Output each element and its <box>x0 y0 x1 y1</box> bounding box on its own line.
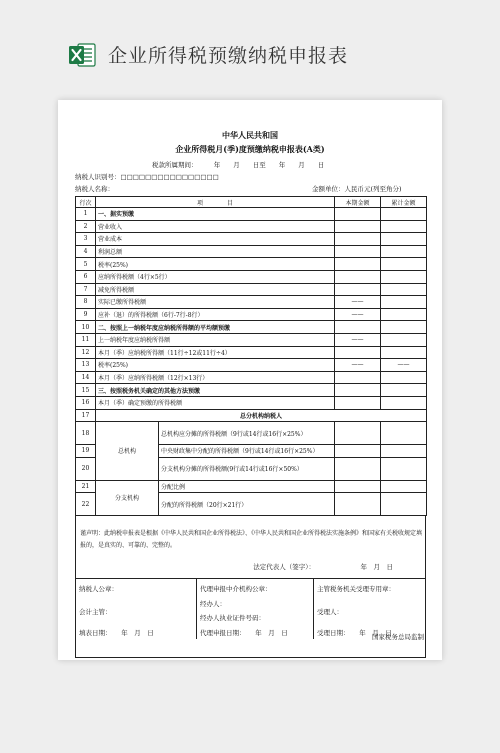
receiver: 受理人： <box>317 608 343 616</box>
hq-label: 总机构 <box>96 422 159 481</box>
current-amount-cell[interactable] <box>335 493 381 516</box>
table-row <box>76 208 427 221</box>
row-item: 中央财政集中分配的所得税额（9行或14行或16行×25%） <box>159 445 335 458</box>
table-row <box>76 409 427 422</box>
table-row <box>76 296 427 309</box>
row-item: 分配比例 <box>159 480 335 493</box>
row-item: 应纳所得税额（4行×5行） <box>96 270 335 283</box>
table-row <box>76 283 427 296</box>
row-item: 上一纳税年度应纳税所得额 <box>96 333 335 346</box>
fill-date: 填表日期： 年 月 日 <box>79 629 154 637</box>
current-amount-cell[interactable] <box>335 258 381 271</box>
current-amount-cell[interactable]: —— <box>335 333 381 346</box>
tax-authority-seal: 主管税务机关受理专用章： <box>317 585 395 593</box>
row-number: 16 <box>76 396 96 409</box>
row-number: 5 <box>76 258 96 271</box>
row-item: 实际已缴所得税额 <box>96 296 335 309</box>
row-number: 9 <box>76 308 96 321</box>
agent-license-no: 经办人执业证件号码： <box>200 614 265 622</box>
table-row <box>76 396 427 409</box>
row-item: 分支机构分摊的所得税额(9行或14行或16行×50%） <box>159 457 335 480</box>
row-item: 本月（季）应纳所得税额（12行×13行） <box>96 371 335 384</box>
cumulative-amount-cell[interactable] <box>381 457 427 480</box>
legal-rep-label: 法定代表人（签字）： <box>253 563 315 571</box>
row-number: 4 <box>76 245 96 258</box>
row-item: 税率(25%) <box>96 359 335 372</box>
taxpayer-id: 纳税人识别号：□□□□□□□□□□□□□□□□ <box>75 173 219 181</box>
agent-handler: 经办人： <box>200 600 226 608</box>
page-header <box>0 0 500 100</box>
cumulative-amount-cell[interactable] <box>381 396 427 409</box>
cumulative-amount-cell[interactable] <box>381 233 427 246</box>
row-number: 1 <box>76 208 96 221</box>
row-number: 22 <box>76 493 96 516</box>
cumulative-amount-cell[interactable] <box>381 480 427 493</box>
cumulative-amount-cell[interactable] <box>381 346 427 359</box>
cumulative-amount-cell[interactable] <box>381 208 427 221</box>
current-amount-cell[interactable] <box>335 422 381 445</box>
row-number: 20 <box>76 457 96 480</box>
table-row <box>76 359 427 372</box>
branch-label: 分支机构 <box>96 480 159 516</box>
current-amount-cell[interactable] <box>335 270 381 283</box>
current-amount-cell[interactable] <box>335 371 381 384</box>
accounting-supervisor: 会计主管： <box>79 608 112 616</box>
row-number: 13 <box>76 359 96 372</box>
cumulative-amount-cell[interactable] <box>381 384 427 397</box>
current-amount-cell[interactable]: —— <box>335 308 381 321</box>
declaration-text: 谨声明：此纳税申报表是根据《中华人民共和国企业所得税法》、《中华人民共和国企业所得税法实施条例》和国家有关税收规定填报的，是真实的、可靠的、完整的。 <box>80 530 423 549</box>
cumulative-amount-cell[interactable] <box>381 422 427 445</box>
current-amount-cell[interactable]: —— <box>335 296 381 309</box>
legal-rep-date: 年 月 日 <box>360 563 393 571</box>
tax-form-sheet <box>58 100 442 660</box>
current-amount-cell[interactable] <box>335 283 381 296</box>
current-amount-cell[interactable] <box>335 457 381 480</box>
receive-date: 受理日期： 年 月 日 <box>317 629 392 637</box>
current-amount-cell[interactable] <box>335 480 381 493</box>
current-amount-cell[interactable] <box>335 321 381 334</box>
row-item: 税率(25%) <box>96 258 335 271</box>
row-number: 8 <box>76 296 96 309</box>
current-amount-cell[interactable] <box>335 220 381 233</box>
current-amount-cell[interactable] <box>335 245 381 258</box>
row-number: 15 <box>76 384 96 397</box>
form-title: 企业所得税月(季)度预缴纳税申报表(A类) <box>175 144 325 154</box>
row-number: 2 <box>76 220 96 233</box>
taxpayer-seal: 纳税人公章： <box>79 585 118 593</box>
page-title: 企业所得税预缴纳税申报表 <box>108 45 349 67</box>
row-item: 利润总额 <box>96 245 335 258</box>
table-row <box>76 333 427 346</box>
row-item: 本月（季）应纳税所得额（11行÷12或11行÷4） <box>96 346 335 359</box>
row-number: 7 <box>76 283 96 296</box>
table-row <box>76 245 427 258</box>
col-header-cumulative: 累计金额 <box>381 197 427 208</box>
cumulative-amount-cell[interactable] <box>381 493 427 516</box>
row-item: 营业成本 <box>96 233 335 246</box>
row-item: 减免所得税额 <box>96 283 335 296</box>
current-amount-cell[interactable] <box>335 208 381 221</box>
current-amount-cell[interactable] <box>335 396 381 409</box>
cumulative-amount-cell[interactable] <box>381 258 427 271</box>
table-row <box>76 321 427 334</box>
cumulative-amount-cell[interactable] <box>381 308 427 321</box>
tax-table <box>75 196 427 516</box>
row-number: 18 <box>76 422 96 445</box>
table-row <box>76 371 427 384</box>
row-item: 三、按照税务机关确定的其他方法预缴 <box>96 384 335 397</box>
row-item: 本月（季）确定预缴的所得税额 <box>96 396 335 409</box>
row-number: 11 <box>76 333 96 346</box>
taxpayer-name: 纳税人名称： <box>75 185 114 193</box>
current-amount-cell[interactable] <box>335 445 381 458</box>
row-number: 6 <box>76 270 96 283</box>
row-number: 19 <box>76 445 96 458</box>
agent-date: 代理申报日期： 年 月 日 <box>200 629 288 637</box>
table-row <box>76 233 427 246</box>
cumulative-amount-cell[interactable] <box>381 333 427 346</box>
row-number: 10 <box>76 321 96 334</box>
current-amount-cell[interactable] <box>335 233 381 246</box>
tax-authority-col <box>314 579 425 639</box>
cumulative-amount-cell[interactable] <box>381 371 427 384</box>
cumulative-amount-cell[interactable] <box>381 220 427 233</box>
amount-unit: 金额单位：人民币元(列至角分) <box>312 185 402 193</box>
table-row <box>76 308 427 321</box>
table-row <box>76 422 427 445</box>
supervisor-note: 国家税务总局监制 <box>372 633 424 641</box>
current-amount-cell[interactable]: —— <box>335 359 381 372</box>
table-row <box>76 220 427 233</box>
row-number: 14 <box>76 371 96 384</box>
current-amount-cell[interactable] <box>335 346 381 359</box>
row-item: 一、据实预缴 <box>96 208 335 221</box>
table-header-row <box>76 197 427 208</box>
col-header-current: 本期金额 <box>335 197 381 208</box>
tax-period: 税款所属期间： 年 月 日至 年 月 日 <box>152 161 325 169</box>
col-header-item: 项 目 <box>96 197 335 208</box>
taxpayer-seal-col <box>76 579 196 639</box>
excel-icon <box>68 42 96 68</box>
cumulative-amount-cell[interactable] <box>381 245 427 258</box>
cumulative-amount-cell[interactable] <box>381 270 427 283</box>
col-header-row-no: 行次 <box>76 197 96 208</box>
table-row <box>76 346 427 359</box>
row-item: 分配的所得税额（20行×21行） <box>159 493 335 516</box>
cumulative-amount-cell[interactable] <box>381 296 427 309</box>
row-item: 应补（退）的所得税额（6行-7行-8行） <box>96 308 335 321</box>
agent-seal: 代理申报中介机构公章： <box>200 585 272 593</box>
current-amount-cell[interactable] <box>335 384 381 397</box>
table-row <box>76 258 427 271</box>
cumulative-amount-cell[interactable] <box>381 445 427 458</box>
cumulative-amount-cell[interactable] <box>381 283 427 296</box>
cumulative-amount-cell[interactable]: —— <box>381 359 427 372</box>
row-item: 二、按照上一纳税年度应纳税所得额的平均额预缴 <box>96 321 335 334</box>
table-row <box>76 384 427 397</box>
row-number: 17 <box>76 409 96 422</box>
form-title-country: 中华人民共和国 <box>222 130 278 140</box>
row-item: 总机构应分摊的所得税额（9行或14行或16行×25%） <box>159 422 335 445</box>
signature-grid <box>76 578 425 639</box>
table-row <box>76 480 427 493</box>
table-row <box>76 270 427 283</box>
row-number: 21 <box>76 480 96 493</box>
cumulative-amount-cell[interactable] <box>381 321 427 334</box>
row-number: 12 <box>76 346 96 359</box>
agent-col <box>197 579 313 639</box>
row-number: 3 <box>76 233 96 246</box>
section-total-label: 总分机构纳税人 <box>96 409 427 422</box>
row-item: 营业收入 <box>96 220 335 233</box>
